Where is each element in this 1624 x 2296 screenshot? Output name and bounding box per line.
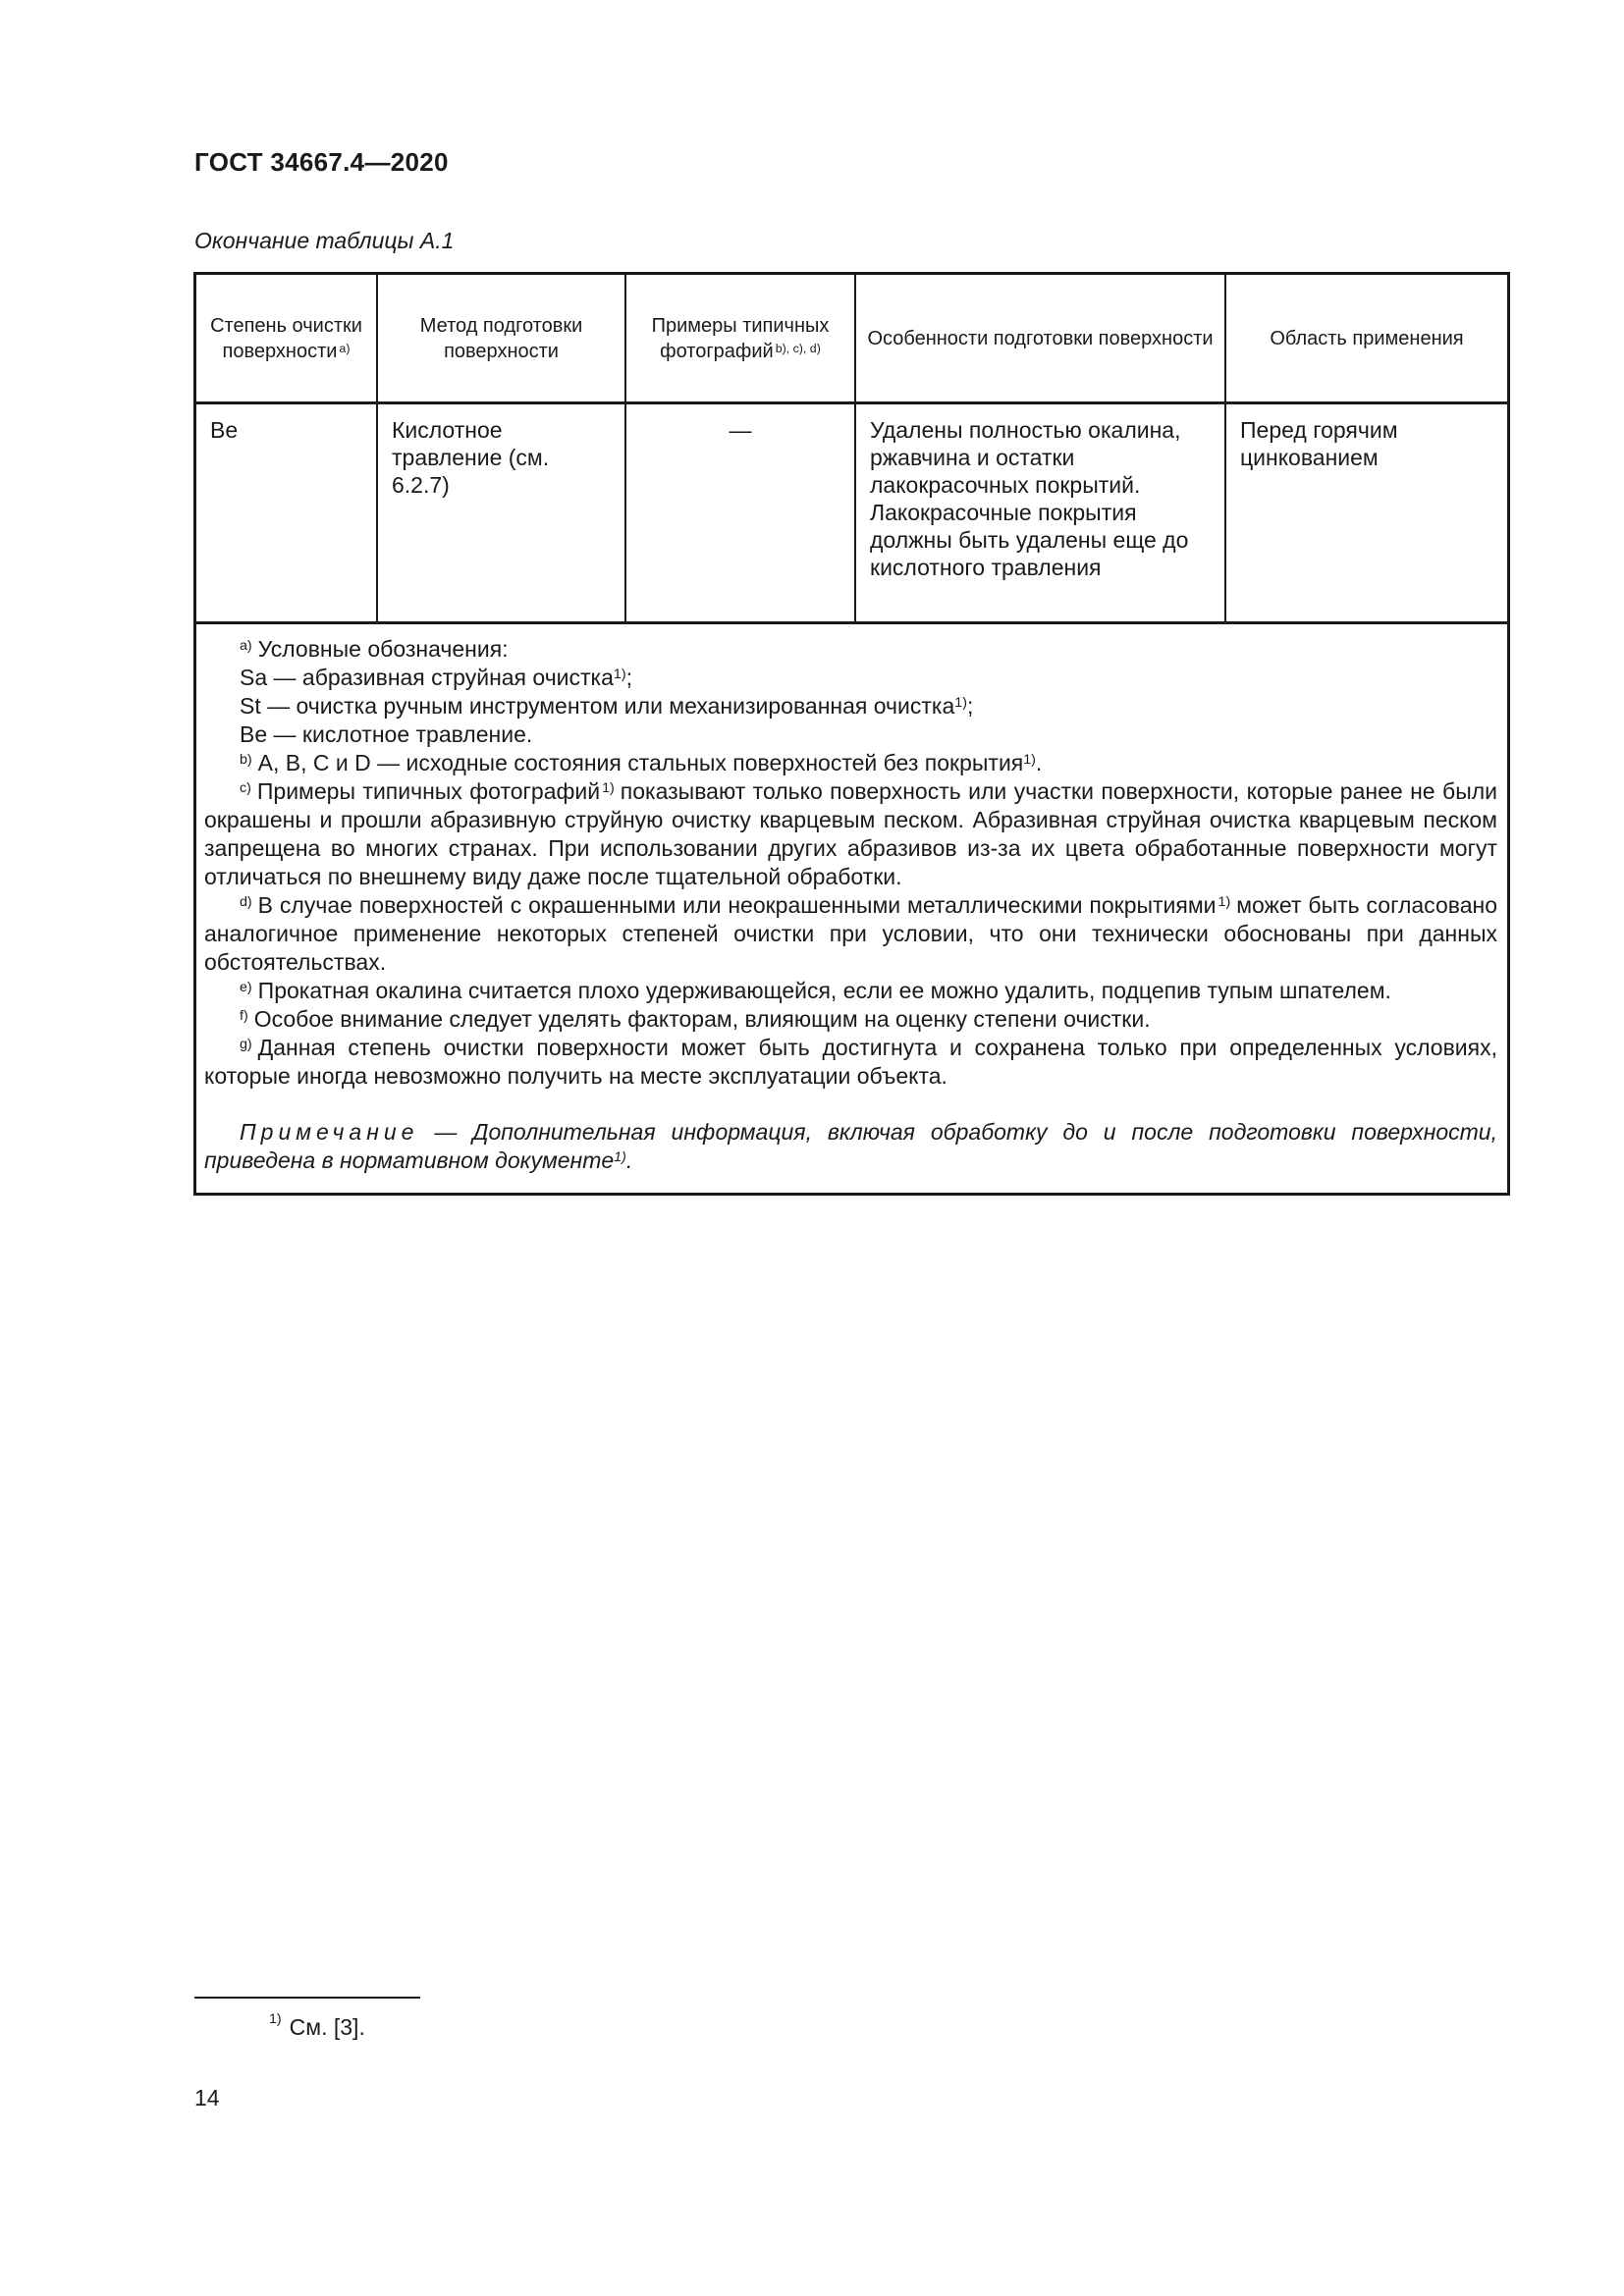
document-header: ГОСТ 34667.4—2020 [194, 147, 449, 177]
table-row [196, 404, 1507, 624]
column-header-features-text: Особенности подготовки поверхности [867, 327, 1214, 349]
table-notes [196, 624, 1507, 1193]
cell-features: Удалены полностью окалина, ржавчина и остатки лакокрасочных покрытий. Лакокрасочные покрытия должны быть удалены еще до кислотного травления [856, 404, 1226, 621]
note-a-st: St — очистка ручным инструментом или механизированная очистка$^{1)}$; [240, 693, 974, 719]
note-f-text: Особое внимание следует уделять факторам, влияющим на оценку степени очистки. [253, 1006, 1151, 1032]
note-a-be-text: Be — кислотное травление. [240, 721, 533, 747]
remark-text: — Дополнительная информация, включая обработку до и после подготовки поверхности, приведена в нормативном документе [204, 1119, 1497, 1173]
note-a-be [204, 721, 1497, 749]
note-c [204, 777, 1497, 891]
remark-label: Примечание [240, 1119, 419, 1145]
table-remark: Примечание — Дополнительная информация, включая обработку до и после подготовки поверхности, приведена в нормативном документе$^{1)}$. [204, 1119, 1497, 1173]
column-header-method [378, 275, 626, 401]
note-g [204, 1034, 1497, 1091]
note-d-text-2: может быть согласовано аналогичное применение некоторых степеней очистки при условии, что они технически обоснованы при данных обстоятельствах. [204, 892, 1497, 975]
note-a-st-text: St — очистка ручным инструментом или механизированная очистка [240, 693, 955, 719]
column-header-photos-sup: b), c), d) [775, 342, 821, 356]
remark-ref: 1) [614, 1149, 626, 1166]
note-a-st-ref: 1) [954, 695, 967, 712]
footnote-text: См. [3]. [289, 2014, 365, 2040]
page-number: 14 [194, 2085, 220, 2110]
column-header-features [856, 275, 1226, 401]
column-header-photos [626, 275, 856, 401]
column-header-method-text: Метод подготовки поверхности [419, 314, 583, 362]
column-header-photos-text: Примеры типичных фотографий [651, 314, 830, 362]
column-header-grade [196, 275, 378, 401]
note-f [204, 1005, 1497, 1034]
table-header-row [196, 275, 1507, 404]
note-a-sa-ref: 1) [613, 667, 626, 683]
note-f-mark: f) [240, 1008, 248, 1025]
note-a-title [204, 635, 1497, 664]
note-b-mark: b) [240, 752, 252, 769]
cell-method: Кислотное травление (см. 6.2.7) [378, 404, 626, 621]
note-g-mark: g) [240, 1037, 252, 1053]
note-a-sa: Sa — абразивная струйная очистка$^{1)}$; [240, 665, 632, 690]
note-a-sa-text: Sa — абразивная струйная очистка [240, 665, 614, 690]
note-e [204, 977, 1497, 1005]
note-d-mark: d) [240, 894, 252, 911]
note-g-text: Данная степень очистки поверхности может быть достигнута и сохранена только при определенных условиях, которые иногда невозможно получить на месте эксплуатации объекта. [204, 1035, 1497, 1089]
note-c-ref: 1) [602, 780, 615, 797]
table-a1 [193, 272, 1510, 1196]
note-c-text-2: показывают только поверхность или участки поверхности, которые ранее не были окрашены и прошли абразивную струйную очистку кварцевым песком. Абразивная струйная очистка кварцевым песком запрещена во многих странах. При использовании других абразивов из-за их цвета обработанные поверхности могут отличаться по внешнему виду даже после тщательной обработки. [204, 778, 1497, 889]
note-a-mark: a) [240, 638, 252, 655]
note-d [204, 891, 1497, 977]
column-header-application [1226, 275, 1507, 401]
table-caption: Окончание таблицы А.1 [194, 228, 455, 253]
note-c-mark: c) [240, 780, 251, 797]
note-c-text-1: Примеры типичных фотографий [256, 778, 601, 804]
column-header-application-text: Область применения [1270, 327, 1464, 349]
footnote-mark: 1) [269, 2011, 282, 2028]
note-a-title-text: Условные обозначения: [257, 636, 509, 662]
note-e-mark: e) [240, 980, 252, 996]
footnote-divider [194, 1997, 420, 1999]
column-header-grade-text: Степень очистки поверхности [210, 314, 362, 362]
cell-photos: — [626, 404, 856, 621]
note-e-text: Прокатная окалина считается плохо удерживающейся, если ее можно удалить, подцепив тупым шпателем. [257, 978, 1391, 1003]
cell-grade: Be [196, 404, 378, 621]
cell-application: Перед горячим цинкованием [1240, 417, 1398, 470]
note-d-ref: 1) [1218, 894, 1231, 911]
note-b-text: A, B, C и D — исходные состояния стальных поверхностей без покрытия [257, 750, 1024, 775]
note-d-text-1: В случае поверхностей с окрашенными или неокрашенными металлическими покрытиями [257, 892, 1217, 918]
page-footnote [267, 2011, 365, 2041]
column-header-grade-sup: a) [339, 342, 351, 356]
note-b-ref: 1) [1023, 752, 1036, 769]
note-b: $^{b)}$ A, B, C и D — исходные состояния стальных поверхностей без покрытия$^{1)}$. [240, 750, 1043, 775]
